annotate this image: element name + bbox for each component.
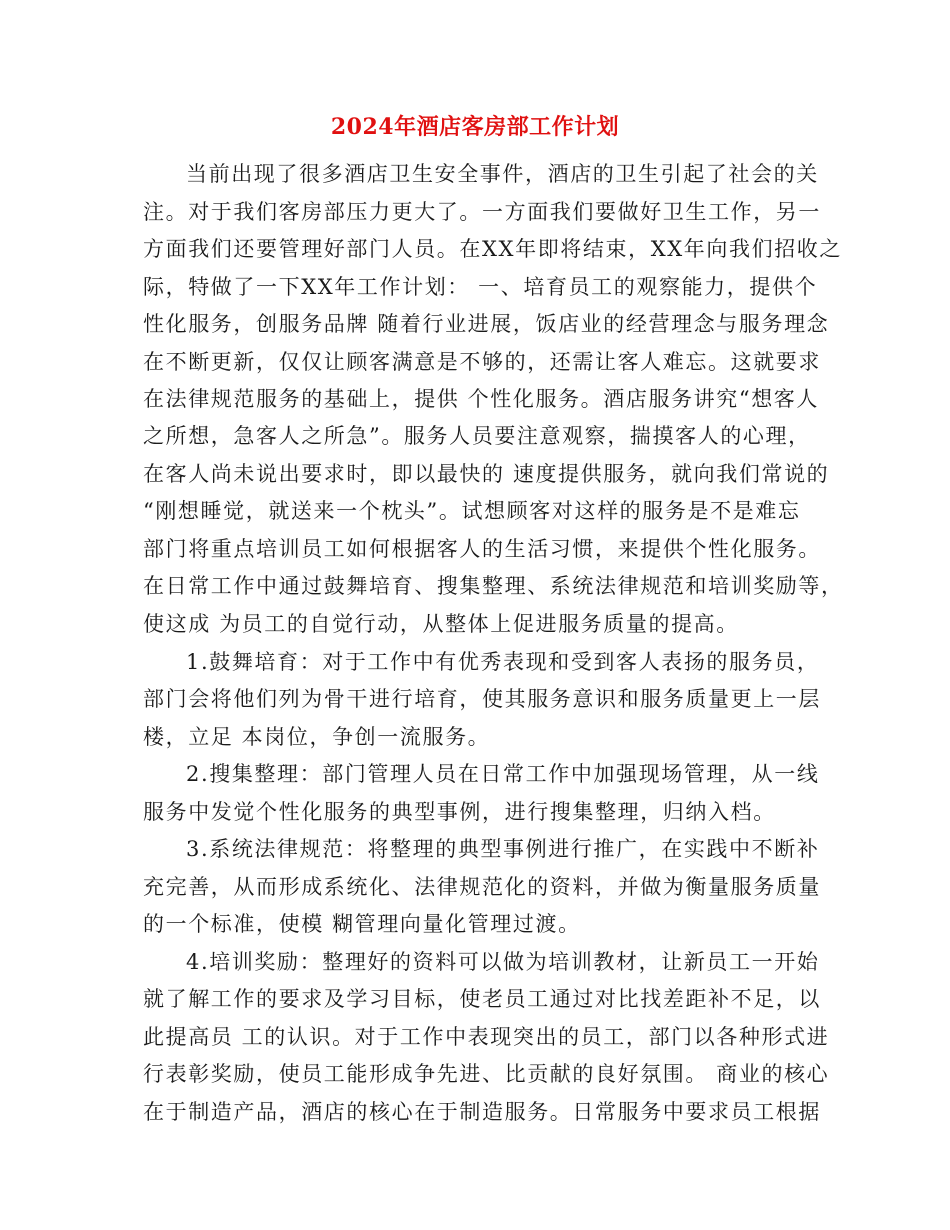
- paragraph-line: 注。对于我们客房部压力更大了。一方面我们要做好卫生工作，另一: [143, 200, 821, 224]
- paragraph-line: 在日常工作中通过鼓舞培育、搜集整理、系统法律规范和培训奖励等，: [143, 574, 844, 598]
- paragraph-line: 的一个标准，使模 糊管理向量化管理过渡。: [143, 912, 581, 936]
- list-item-line: 3.系统法律规范：将整理的典型事例进行推广，在实践中不断补: [186, 837, 820, 861]
- paragraph-line: 充完善，从而形成系统化、法律规范化的资料，并做为衡量服务质量: [143, 875, 821, 899]
- paragraph-line: 在客人尚未说出要求时，即以最快的 速度提供服务，就向我们常说的: [143, 462, 830, 486]
- paragraph-line: 此提高员 工的认识。对于工作中表现突出的员工，部门以各种形式进: [143, 1025, 830, 1049]
- paragraph-line: 使这成 为员工的自觉行动，从整体上促进服务质量的提高。: [143, 612, 739, 636]
- paragraph-line: “刚想睡觉，就送来一个枕头”。试想顾客对这样的服务是不是难忘: [143, 499, 801, 523]
- paragraph-line: 在不断更新，仅仅让顾客满意是不够的，还需让客人难忘。这就要求: [143, 350, 821, 374]
- paragraph-line: 在于制造产品，酒店的核心在于制造服务。日常服务中要求员工根据: [143, 1100, 821, 1124]
- paragraph-line: 服务中发觉个性化服务的典型事例，进行搜集整理，归纳入档。: [143, 800, 776, 824]
- paragraph-line: 性化服务，创服务品牌 随着行业进展，饭店业的经营理念与服务理念: [143, 312, 830, 336]
- list-item-line: 4.培训奖励：整理好的资料可以做为培训教材，让新员工一开始: [186, 950, 820, 974]
- paragraph-line: 际，特做了一下XX年工作计划： 一、培育员工的观察能力，提供个: [143, 275, 818, 299]
- paragraph-line: 部门会将他们列为骨干进行培育，使其服务意识和服务质量更上一层: [143, 687, 821, 711]
- paragraph-line: 行表彰奖励，使员工能形成争先进、比贡献的良好氛围。 商业的核心: [143, 1062, 830, 1086]
- paragraph-line: 在法律规范服务的基础上，提供 个性化服务。酒店服务讲究“想客人: [143, 387, 820, 411]
- paragraph-line: 部门将重点培训员工如何根据客人的生活习惯，来提供个性化服务。: [143, 537, 821, 561]
- paragraph-line: 之所想，急客人之所急”。服务人员要注意观察，揣摸客人的心理，: [143, 424, 811, 448]
- paragraph-line: 就了解工作的要求及学习目标，使老员工通过对比找差距补不足，以: [143, 987, 821, 1011]
- document-title: 2024年酒店客房部工作计划: [330, 114, 620, 140]
- paragraph-line: 方面我们还要管理好部门人员。在XX年即将结束，XX年向我们招收之: [143, 237, 842, 261]
- list-item-line: 1.鼓舞培育：对于工作中有优秀表现和受到客人表扬的服务员，: [186, 650, 820, 674]
- paragraph-line: 楼，立足 本岗位，争创一流服务。: [143, 725, 491, 749]
- list-item-line: 2.搜集整理：部门管理人员在日常工作中加强现场管理，从一线: [186, 762, 820, 786]
- paragraph-line: 当前出现了很多酒店卫生安全事件，酒店的卫生引起了社会的关: [186, 162, 819, 186]
